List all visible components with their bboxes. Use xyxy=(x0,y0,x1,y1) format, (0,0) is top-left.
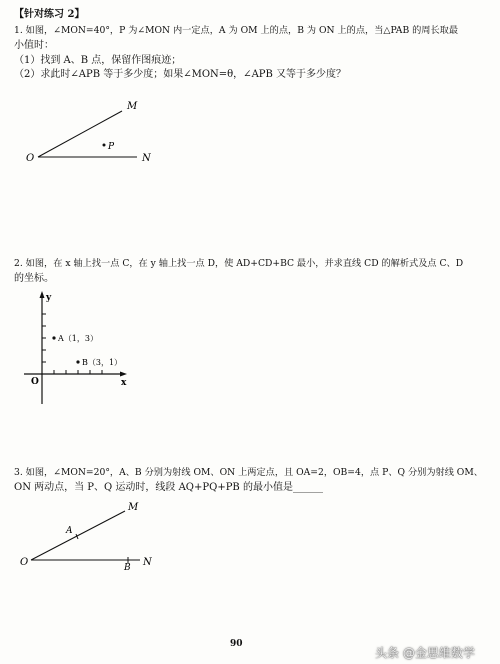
q2-y-arrow xyxy=(40,291,45,298)
q2-point-a xyxy=(52,336,55,339)
q2-point-b xyxy=(76,360,79,363)
q2-label-o: O xyxy=(31,377,39,387)
q1-label-n: N xyxy=(142,153,151,164)
q3-line2: ON 两动点，当 P、Q 运动时，线段 AQ+PQ+PB 的最小值是______ xyxy=(14,482,323,493)
q1-sub1: （1）找到 A、B 点，保留作图痕迹； xyxy=(14,55,182,66)
q2-label-x: x xyxy=(121,378,127,388)
q2-x-arrow xyxy=(120,372,127,377)
q3-label-o: O xyxy=(20,557,29,568)
q1-label-o: O xyxy=(26,153,35,164)
q3-label-b: B xyxy=(124,563,131,573)
q3-label-n: N xyxy=(143,557,152,568)
section-heading: 【针对练习 2】 xyxy=(14,9,85,20)
q3-ray-om xyxy=(31,511,125,560)
q1-line2: 小值时： xyxy=(14,40,54,51)
q3-label-a: A xyxy=(66,526,73,536)
q2-label-a: A（1，3） xyxy=(58,334,98,343)
q1-point-p xyxy=(103,144,106,147)
watermark: 头条 @金思维数学 xyxy=(375,646,475,660)
q1-sub2: （2）求此时∠APB 等于多少度；如果∠MON=θ，∠APB 又等于多少度？ xyxy=(14,69,347,80)
q2-line1: 2. 如图，在 x 轴上找一点 C，在 y 轴上找一点 D，使 AD+CD+BC 最小，并求直线 CD 的解析式及点 C、D xyxy=(14,258,464,269)
q3-line1: 3. 如图，∠MON=20°，A、B 分别为射线 OM、ON 上两定点，且 OA=2，OB=4，点 P、Q 分别为射线 OM、 xyxy=(14,467,483,478)
q2-label-b: B（3，1） xyxy=(82,358,123,367)
q1-label-m: M xyxy=(127,101,138,112)
q1-figure xyxy=(26,101,152,164)
q3-figure xyxy=(20,502,153,573)
q2-line2: 的坐标。 xyxy=(14,273,54,284)
q1-line1: 1. 如图，∠MON=40°，P 为∠MON 内一定点，A 为 OM 上的点，B 为 ON 上的点，当△PAB 的周长取最 xyxy=(14,25,459,36)
q1-label-p: P xyxy=(108,142,115,152)
page-number: 90 xyxy=(230,639,243,649)
q2-label-y: y xyxy=(46,293,52,303)
q3-label-m: M xyxy=(128,502,139,513)
q2-figure xyxy=(24,291,127,404)
